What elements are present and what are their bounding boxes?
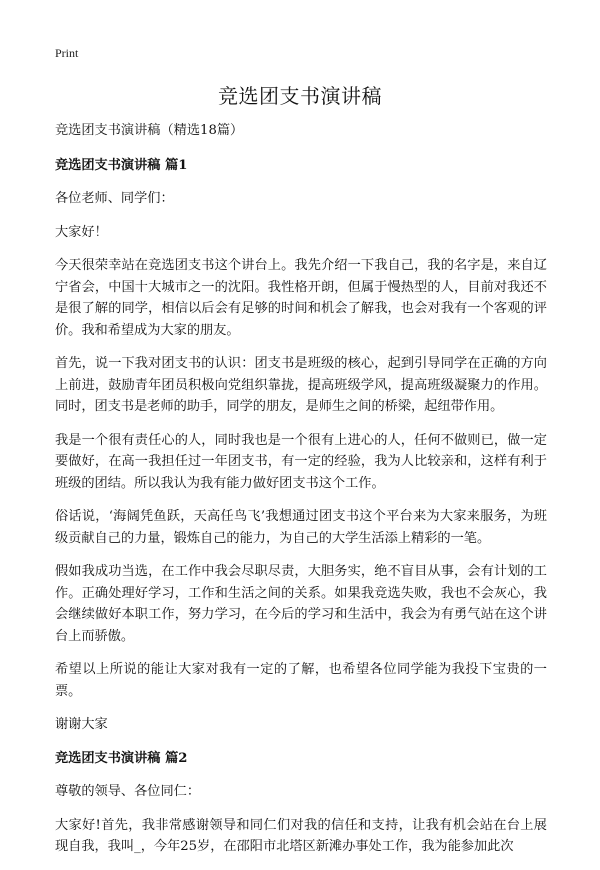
- document-body: [55, 120, 547, 870]
- print-label[interactable]: Print: [55, 46, 79, 60]
- paragraph: 首先，说一下我对团支书的认识：团支书是班级的核心，起到引导同学在正确的方向上前进，鼓励青年团员积极向党组织靠拢，提高班级学风，提高班级凝聚力的作用。同时，团支书是老师的助手，同学的朋友，是师生之间的桥梁，起纽带作用。: [55, 356, 547, 414]
- paragraph: 今天很荣幸站在竞选团支书这个讲台上。我先介绍一下我自己，我的名字是，来自辽宁省会，中国十大城市之一的沈阳。我性格开朗，但属于慢热型的人，目前对我还不是很了解的同学，相信以后会有足够的时间和机会了解我，也会对我有一个客观的评价。我和希望成为大家的朋友。: [55, 258, 547, 338]
- section-heading-2: 竞选团支书演讲稿 篇2: [55, 750, 188, 766]
- paragraph: 尊敬的领导、各位同仁：: [55, 784, 201, 799]
- paragraph: 希望以上所说的能让大家对我有一定的了解，也希望各位同学能为我投下宝贵的一票。: [55, 662, 547, 699]
- paragraph: 假如我成功当选，在工作中我会尽职尽责，大胆务实，绝不盲目从事，会有计划的工作。正确处理好学习，工作和生活之间的关系。如果我竞选失败，我也不会灰心，我会继续做好本职工作，努力学习，在今后的学习和生活中，我会为有勇气站在这个讲台上而骄傲。: [55, 564, 547, 644]
- paragraph: 谢谢大家: [55, 717, 108, 732]
- document-title: 竞选团支书演讲稿: [218, 84, 382, 108]
- paragraph: 大家好!首先，我非常感谢领导和同仁们对我的信任和支持，让我有机会站在台上展现自我，我叫_，今年25岁，在邵阳市北塔区新滩办事处工作，我为能参加此次: [55, 817, 547, 854]
- paragraph: 俗话说，‘海阔凭鱼跃，天高任鸟飞’我想通过团支书这个平台来为大家来服务，为班级贡献自己的力量，锻炼自己的能力，为自己的大学生活添上精彩的一笔。: [55, 509, 547, 546]
- paragraph: 我是一个很有责任心的人，同时我也是一个很有上进心的人，任何不做则已，做一定要做好，在高一我担任过一年团支书，有一定的经验，我为人比较亲和，这样有利于班级的团结。所以我认为我有能力做好团支书这个工作。: [55, 432, 547, 491]
- paragraph: 各位老师、同学们：: [55, 191, 174, 206]
- section-heading-1: 竞选团支书演讲稿 篇1: [55, 157, 188, 173]
- paragraph: 大家好！: [55, 224, 108, 240]
- document-subtitle: 竞选团支书演讲稿（精选18篇）: [55, 123, 244, 138]
